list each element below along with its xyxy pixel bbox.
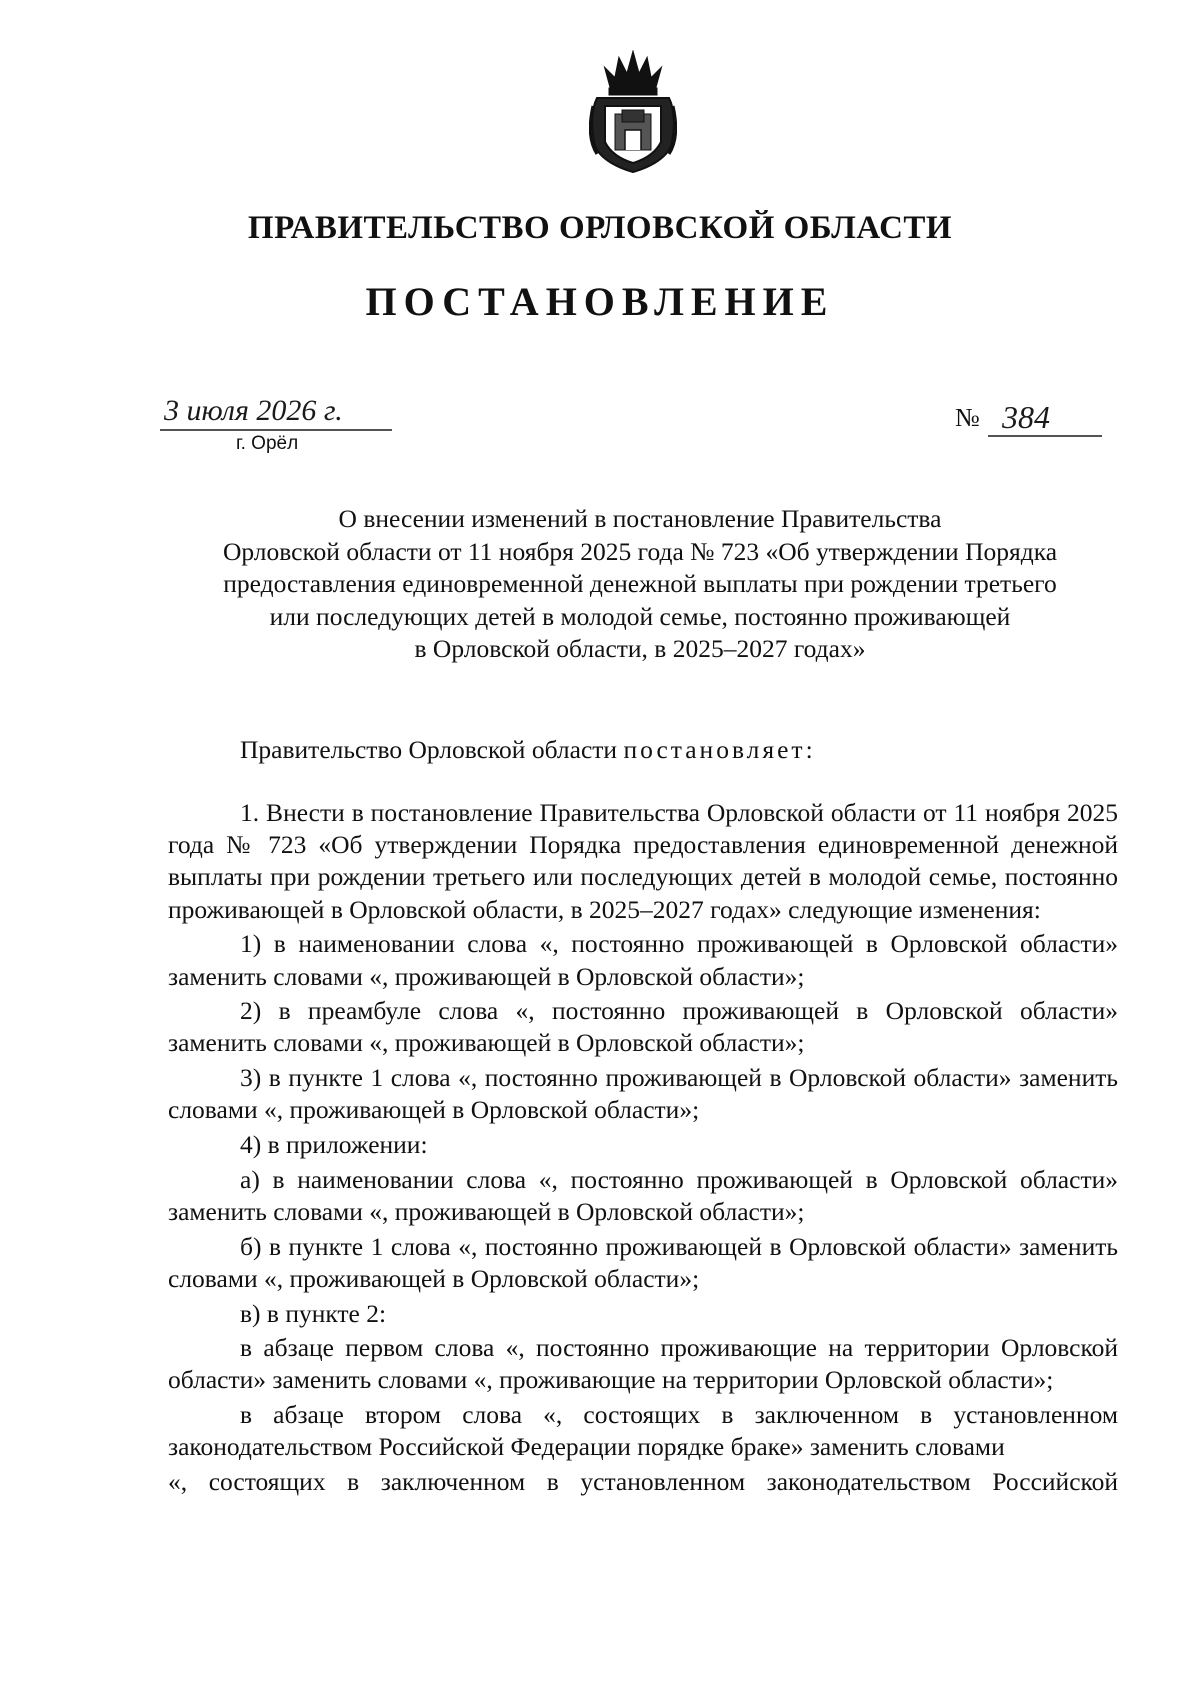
subject-line: в Орловской области, в 2025–2027 годах» (414, 634, 866, 663)
subject-line: или последующих детей в молодой семье, постоянно проживающей (269, 601, 1011, 631)
subject-line: Орловской области от 11 ноября 2025 года № 723 «Об утверждении Порядка (222, 536, 1058, 566)
subject-line: О внесении изменений в постановление Правительства (338, 504, 942, 533)
body-last-line: «, состоящих в заключенном в установленном законодательством Российской (168, 1467, 1118, 1497)
body-paragraph: в абзаце первом слова «, постоянно проживающие на территории Орловской области» заменить словами «, проживающие на территории Орловской области»; (168, 1333, 1118, 1395)
organization-title: ПРАВИТЕЛЬСТВО ОРЛОВСКОЙ ОБЛАСТИ (247, 210, 953, 246)
body-paragraph: б) в пункте 1 слова «, постоянно проживающей в Орловской области» заменить словами «, проживающей в Орловской области»; (168, 1231, 1118, 1293)
body-paragraph: в абзаце втором слова «, состоящих в заключенном в установленном законодательством Российской Федерации порядке браке» заменить словами (168, 1400, 1118, 1462)
body-paragraph: в) в пункте 2: (240, 1298, 387, 1328)
svg-text:384: 384 (1002, 402, 1050, 435)
handwritten-date (160, 394, 440, 440)
preamble-text: Правительство Орловской области (240, 735, 624, 764)
body-paragraph: 2) в преамбуле слова «, постоянно проживающей в Орловской области» заменить словами «, проживающей в Орловской области»; (168, 996, 1118, 1058)
body-paragraph: а) в наименовании слова «, постоянно проживающей в Орловской области» заменить словами «, проживающей в Орловской области»; (168, 1164, 1118, 1226)
body-paragraph: 3) в пункте 1 слова «, постоянно проживающей в Орловской области» заменить словами «, проживающей в Орловской области»; (168, 1063, 1118, 1125)
document-type-title: ПОСТАНОВЛЕНИЕ (365, 279, 835, 324)
document-body (168, 797, 1118, 1501)
svg-text:3 июля 2026 г.: 3 июля 2026 г. (164, 394, 343, 427)
orel-region-coat-of-arms-icon (589, 50, 677, 175)
preamble (240, 735, 816, 765)
handwritten-number (988, 402, 1103, 442)
body-paragraph: 1) в наименовании слова «, постоянно проживающей в Орловской области» заменить словами «, проживающей в Орловской области»; (168, 929, 1118, 991)
city-label: г. Орёл (236, 433, 299, 454)
preamble-spaced-word: постановляет: (623, 735, 816, 764)
number-sign: № (955, 403, 980, 432)
subject-line: предоставления единовременной денежной выплаты при рождении третьего (223, 569, 1057, 598)
body-paragraph: 1. Внести в постановление Правительства Орловской области от 11 ноября 2025 года № 723 «Об утверждении Порядка предоставления единовременной денежной выплаты при рождении третьего или последующих детей в молодой семье, постоянно проживающей в Орловской области, в 2025–2027 годах» следующие изменения: (168, 798, 1118, 924)
body-paragraph: 4) в приложении: (240, 1130, 428, 1160)
document-subject (160, 503, 1120, 666)
